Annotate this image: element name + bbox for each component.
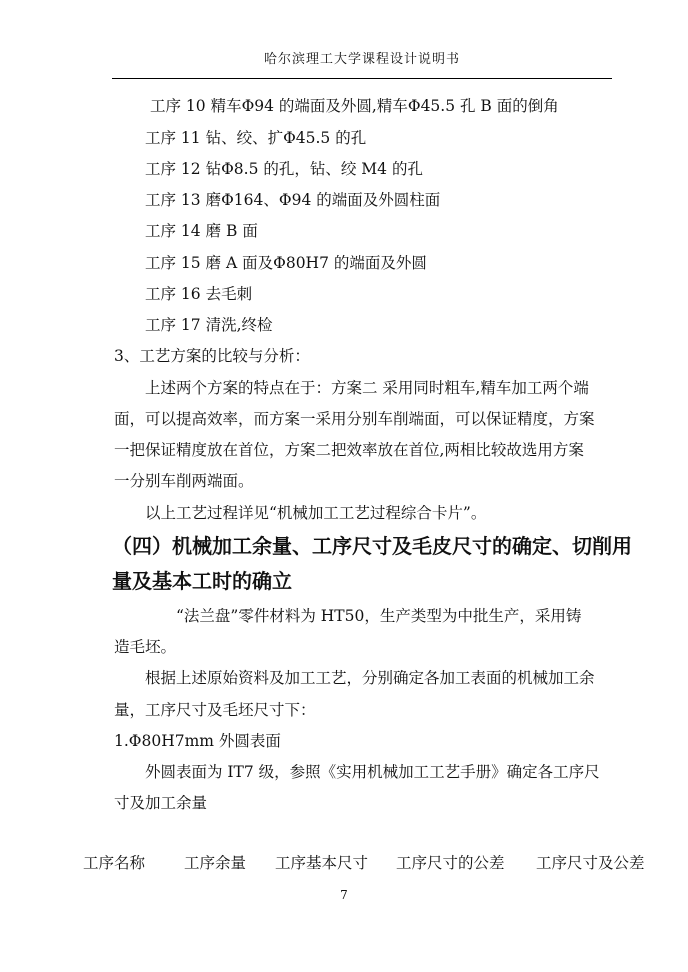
basis-paragraph-line: 量，工序尺寸及毛坯尺寸下： xyxy=(114,701,316,719)
process-step-11: 工序 11 钻、绞、扩Φ45.5 的孔 xyxy=(145,129,367,147)
column-header: 工序基本尺寸 xyxy=(275,854,369,872)
comparison-paragraph-line: 一把保证精度放在首位，方案二把效率放在首位,两相比较故选用方案 xyxy=(114,441,584,459)
surface-paragraph-line: 寸及加工余量 xyxy=(114,794,208,812)
header-rule xyxy=(112,78,612,79)
material-paragraph-line: “法兰盘”零件材料为 HT50，生产类型为中批生产，采用铸 xyxy=(176,607,582,625)
allowance-table-header xyxy=(83,853,653,875)
column-header: 工序尺寸及公差 xyxy=(536,854,645,872)
reference-line: 以上工艺过程详见“机械加工工艺过程综合卡片”。 xyxy=(145,504,487,522)
process-step-13: 工序 13 磨Φ164、Φ94 的端面及外圆柱面 xyxy=(145,191,441,209)
process-step-14: 工序 14 磨 B 面 xyxy=(145,222,258,240)
column-header: 工序余量 xyxy=(184,854,247,872)
process-step-15: 工序 15 磨 A 面及Φ80H7 的端面及外圆 xyxy=(145,254,427,272)
comparison-paragraph-line: 面，可以提高效率，而方案一采用分别车削端面，可以保证精度，方案 xyxy=(114,410,595,428)
process-step-16: 工序 16 去毛刺 xyxy=(145,285,253,303)
subheading: 1.Φ80H7mm 外圆表面 xyxy=(114,732,281,750)
page-number: 7 xyxy=(340,888,348,902)
process-step-17: 工序 17 清洗,终检 xyxy=(145,316,273,334)
process-step-12: 工序 12 钻Φ8.5 的孔，钻、绞 M4 的孔 xyxy=(145,160,423,178)
comparison-paragraph-line: 上述两个方案的特点在于：方案二 采用同时粗车,精车加工两个端 xyxy=(145,379,589,397)
section-title: （四）机械加工余量、工序尺寸及毛皮尺寸的确定、切削用 xyxy=(112,534,632,558)
page-header: 哈尔滨理工大学课程设计说明书 xyxy=(263,52,460,67)
comparison-heading: 3、工艺方案的比较与分析： xyxy=(114,347,310,365)
process-step-10: 工序 10 精车Φ94 的端面及外圆,精车Φ45.5 孔 B 面的倒角 xyxy=(150,97,559,115)
basis-paragraph-line: 根据上述原始资料及加工工艺，分别确定各加工表面的机械加工余 xyxy=(145,669,595,687)
comparison-paragraph-line: 一分别车削两端面。 xyxy=(114,472,254,490)
material-paragraph-line: 造毛坯。 xyxy=(114,638,177,656)
section-title-continued: 量及基本工时的确立 xyxy=(112,569,292,593)
column-header: 工序名称 xyxy=(83,854,146,872)
surface-paragraph-line: 外圆表面为 IT7 级，参照《实用机械加工工艺手册》确定各工序尺 xyxy=(145,763,600,781)
column-header: 工序尺寸的公差 xyxy=(396,854,505,872)
